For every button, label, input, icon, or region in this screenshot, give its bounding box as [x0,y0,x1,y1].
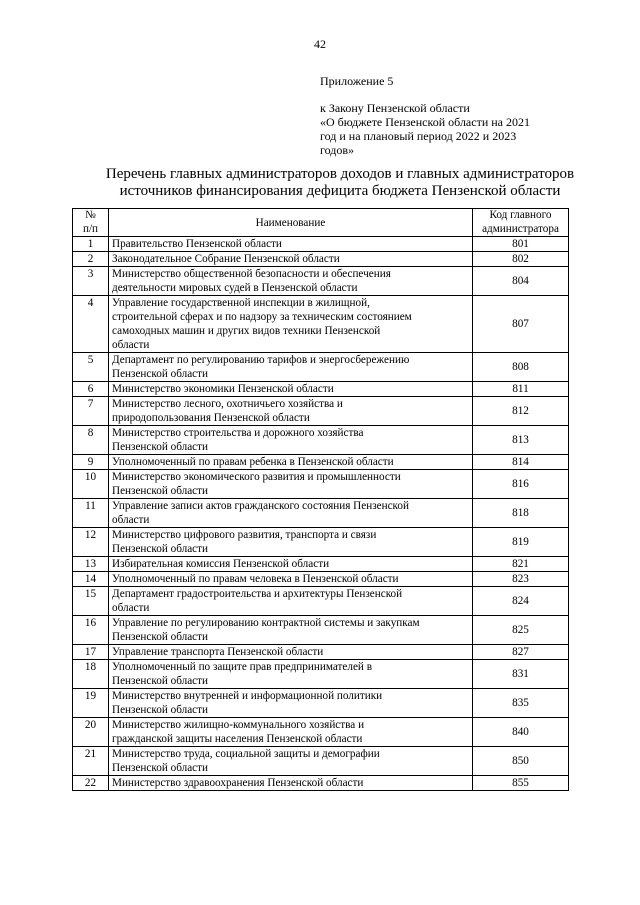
row-code: 807 [473,296,569,353]
table-row [73,252,569,267]
appendix-reference-line: к Закону Пензенской области [320,101,470,115]
table-row [73,267,569,296]
row-number: 8 [73,426,109,455]
row-code: 808 [473,353,569,382]
row-name-line: Министерство цифрового развития, транспорта и связи [112,529,377,541]
row-name-line: Пензенской области [112,631,209,643]
row-name-line: Министерство строительства и дорожного хозяйства [112,427,364,439]
row-name [109,455,473,470]
row-name [109,747,473,776]
row-name [109,426,473,455]
row-name-line: Пензенской области [112,441,209,453]
row-code: 831 [473,660,569,689]
row-name-line: Пензенской области [112,368,209,380]
row-name-line: Уполномоченный по защите прав предпринимателей в [112,661,372,673]
row-number: 21 [73,747,109,776]
row-name-line: Министерство внутренней и информационной политики [112,690,383,702]
row-number: 2 [73,252,109,267]
row-name [109,353,473,382]
header-code [473,209,569,237]
row-number: 9 [73,455,109,470]
table-row [73,660,569,689]
row-number: 17 [73,645,109,660]
row-code: 823 [473,572,569,587]
row-name [109,382,473,397]
row-name-line: Пензенской области [112,762,209,774]
row-code: 821 [473,557,569,572]
row-number: 1 [73,237,109,252]
row-code: 825 [473,616,569,645]
row-code: 811 [473,382,569,397]
row-code: 814 [473,455,569,470]
table-row [73,645,569,660]
header-name: Наименование [109,209,473,237]
row-name-line: Министерство лесного, охотничьего хозяйства и [112,398,343,410]
row-name-line: строительной сферах и по надзору за техническим состоянием [112,311,412,323]
row-number: 4 [73,296,109,353]
row-name-line: природопользования Пензенской области [112,412,310,424]
appendix-reference-line: годов» [320,143,355,157]
row-number: 3 [73,267,109,296]
row-name-line: Департамент по регулированию тарифов и энергосбережению [112,354,410,366]
row-name-line: Пензенской области [112,675,209,687]
row-name [109,397,473,426]
row-code: 802 [473,252,569,267]
row-number: 7 [73,397,109,426]
row-name-line: Министерство экономического развития и промышленности [112,471,401,483]
table-body [73,237,569,791]
row-code: 840 [473,718,569,747]
header-number [73,209,109,237]
row-code: 855 [473,776,569,791]
row-name [109,237,473,252]
row-number: 16 [73,616,109,645]
table-header-row [73,209,569,237]
row-code: 824 [473,587,569,616]
row-number: 13 [73,557,109,572]
row-name [109,660,473,689]
row-name [109,587,473,616]
row-number: 20 [73,718,109,747]
row-name-line: Правительство Пензенской области [112,238,282,250]
row-name-line: Управление государственной инспекции в жилищной, [112,297,370,309]
appendix-reference [320,101,580,157]
row-name-line: области [112,602,150,614]
row-name [109,718,473,747]
row-code: 835 [473,689,569,718]
row-name-line: Департамент градостроительства и архитектуры Пензенской [112,588,403,600]
row-name [109,572,473,587]
row-name-line: Пензенской области [112,704,209,716]
row-name-line: Управление по регулированию контрактной системы и закупкам [112,617,420,629]
row-name-line: Управление транспорта Пензенской области [112,646,324,658]
row-name [109,470,473,499]
appendix-reference-line: год и на плановый период 2022 и 2023 [320,129,517,143]
row-name-line: гражданской защиты населения Пензенской области [112,733,363,745]
row-code: 812 [473,397,569,426]
document-title-line: источников финансирования дефицита бюджета Пензенской области [119,183,561,199]
appendix-reference-line: «О бюджете Пензенской области на 2021 [320,115,530,129]
row-name [109,616,473,645]
row-name [109,252,473,267]
row-code: 819 [473,528,569,557]
row-name [109,499,473,528]
document-title-line: Перечень главных администраторов доходов и главных администраторов [105,166,575,182]
table-row [73,455,569,470]
row-name [109,557,473,572]
row-name-line: области [112,514,150,526]
table-row [73,572,569,587]
row-code: 816 [473,470,569,499]
table-row [73,470,569,499]
row-name [109,645,473,660]
table-row [73,718,569,747]
row-code: 850 [473,747,569,776]
table-row [73,587,569,616]
table-row [73,616,569,645]
row-number: 5 [73,353,109,382]
header-code-line: Код главного [489,209,552,221]
row-number: 12 [73,528,109,557]
row-name-line: Министерство жилищно-коммунального хозяйства и [112,719,365,731]
row-name [109,689,473,718]
row-number: 19 [73,689,109,718]
row-name-line: деятельности мировых судей в Пензенской области [112,282,358,294]
table-row [73,426,569,455]
page-number: 42 [314,37,326,51]
table-row [73,397,569,426]
row-name-line: Управление записи актов гражданского состояния Пензенской [112,500,409,512]
row-name-line: Министерство экономики Пензенской области [112,383,334,395]
row-name-line: Избирательная комиссия Пензенской области [112,558,330,570]
row-number: 15 [73,587,109,616]
row-name-line: Министерство общественной безопасности и обеспечения [112,268,391,280]
row-name-line: Пензенской области [112,485,209,497]
row-code: 818 [473,499,569,528]
row-code: 813 [473,426,569,455]
header-number-line: № [85,209,96,221]
row-name [109,296,473,353]
table-row [73,747,569,776]
table-row [73,296,569,353]
row-code: 804 [473,267,569,296]
table-row [73,689,569,718]
row-name [109,267,473,296]
administrators-table [72,208,569,791]
row-code: 827 [473,645,569,660]
row-name-line: Министерство здравоохранения Пензенской области [112,777,364,789]
table-row [73,557,569,572]
row-name-line: Пензенской области [112,543,209,555]
row-number: 14 [73,572,109,587]
row-name-line: области [112,339,150,351]
row-name-line: Законодательное Собрание Пензенской области [112,253,340,265]
row-number: 22 [73,776,109,791]
table-row [73,353,569,382]
header-number-line: п/п [82,222,99,235]
table-row [73,499,569,528]
appendix-label: Приложение 5 [320,74,394,88]
row-code: 801 [473,237,569,252]
header-code-line: администратора [482,222,559,235]
row-number: 10 [73,470,109,499]
row-name [109,528,473,557]
row-name [109,776,473,791]
row-name-line: Уполномоченный по правам ребенка в Пензенской области [112,456,394,468]
table-row [73,776,569,791]
document-title [60,166,620,200]
row-name-line: Министерство труда, социальной защиты и демографии [112,748,380,760]
row-number: 18 [73,660,109,689]
row-number: 11 [73,499,109,528]
row-number: 6 [73,382,109,397]
row-name-line: Уполномоченный по правам человека в Пензенской области [112,573,399,585]
table-row [73,382,569,397]
row-name-line: самоходных машин и других видов техники Пензенской [112,325,381,337]
table-row [73,528,569,557]
table-row [73,237,569,252]
